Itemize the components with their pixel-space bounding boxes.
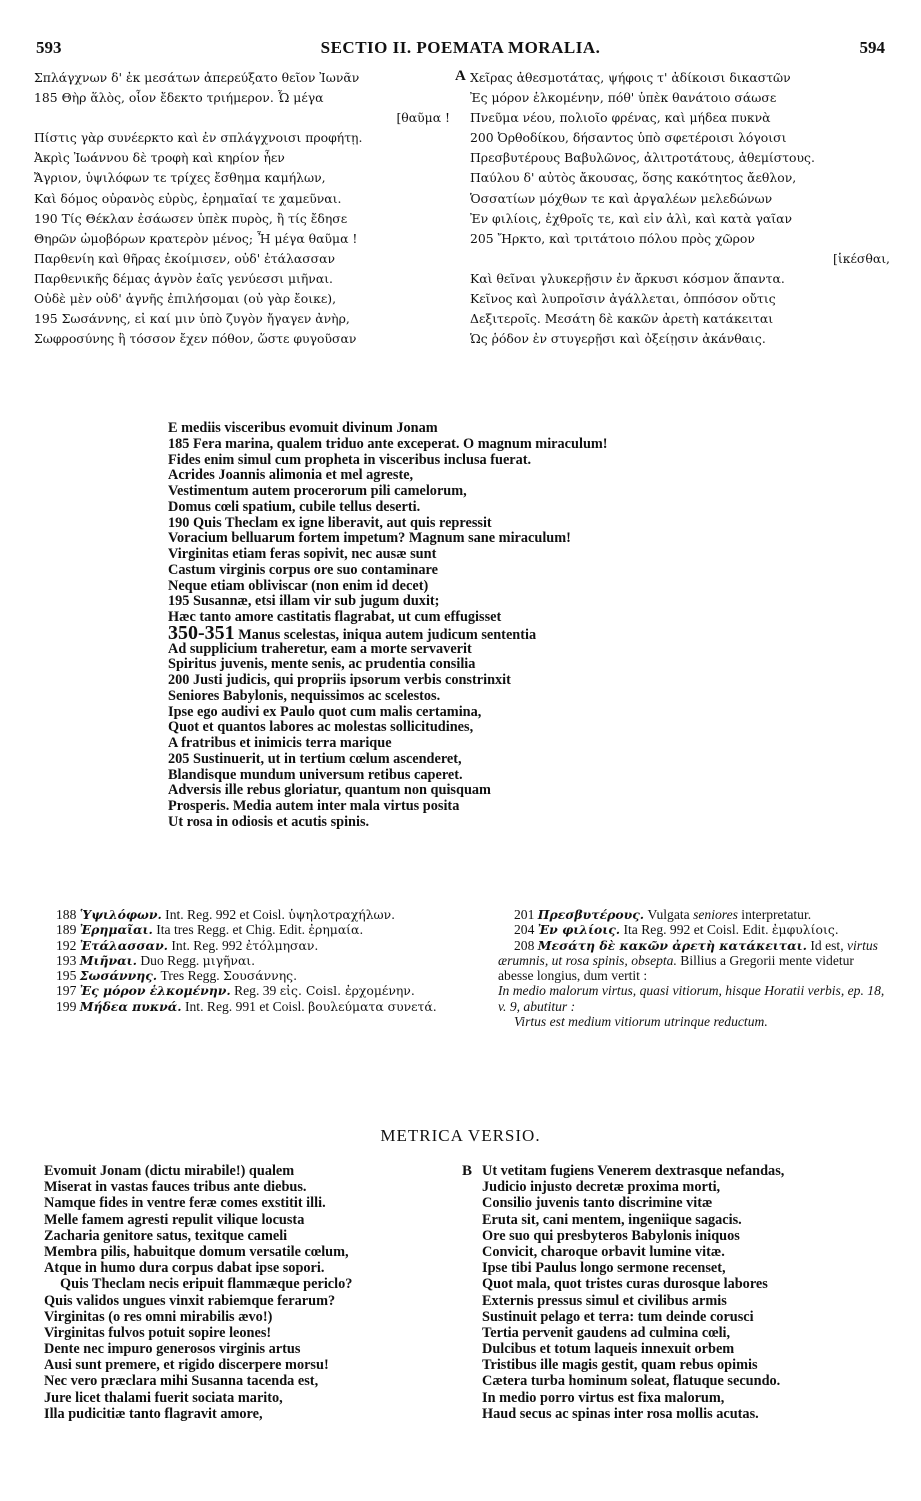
footnote bbox=[40, 999, 460, 1014]
latin-line: E mediis visceribus evomuit divinum Jonam bbox=[168, 420, 438, 436]
footnote-lemma: Ἐτάλασσαν. bbox=[79, 937, 168, 953]
verse-line: Ipse tibi Paulus longo sermone recenset, bbox=[482, 1260, 726, 1277]
latin-line: Castum virginis corpus ore suo contaminare bbox=[168, 561, 438, 578]
verse-line: Sustinuit pelago et terra: tum deinde corusci bbox=[482, 1308, 754, 1325]
verse-line: Melle famem agresti repulit vilique locusta bbox=[44, 1211, 305, 1228]
footnote-text: Duo Regg. bbox=[136, 952, 203, 968]
footnote-lemma: Σωσάννης. bbox=[79, 968, 158, 984]
footnote-number: 199 bbox=[56, 998, 77, 1014]
footnote bbox=[40, 907, 460, 922]
latin-line: Adversis ille rebus gloriatur, quantum non quisquam bbox=[168, 782, 491, 799]
greek-line: Ὁσσατίων μόχθων τε καὶ ἀργαλέων μελεδώνων bbox=[470, 190, 773, 206]
greek-line: 190 Τίς Θέκλαν ἐσάωσεν ὑπὲκ πυρὸς, ἢ τίς ἔδησε bbox=[34, 210, 348, 226]
page-header bbox=[30, 38, 891, 60]
greek-line: Παρθενικῆς δέμας ἁγνὸν ἑαῖς γενύεσσι μιῆναι. bbox=[34, 270, 333, 286]
verse-line: Externis pressus simul et civilibus armis bbox=[482, 1292, 727, 1309]
footnote-number: 201 bbox=[514, 907, 535, 922]
greek-text-left-column bbox=[34, 68, 450, 349]
greek-line: Ἀκρὶς Ἰωάννου δὲ τροφὴ καὶ κηρίον ἦεν bbox=[34, 150, 285, 166]
footnote-quote: In medio malorum virtus, quasi vitiorum, hisque Horatii verbis, ep. 18, v. 9, abutitur : bbox=[498, 983, 885, 1014]
latin-line: 185 Fera marina, qualem triduo ante exceperat. O magnum miraculum! bbox=[168, 435, 608, 452]
greek-line: Κεῖνος καὶ λυπροῖσιν ἀγάλλεται, ὁππόσον οὔτις bbox=[470, 291, 776, 307]
footnote-lemma: Μιῆναι. bbox=[79, 952, 137, 968]
latin-line: Ipse ego audivi ex Paulo quot cum malis certamina, bbox=[168, 703, 482, 720]
footnote-variant: ἐμφυλίοις. bbox=[771, 922, 839, 938]
verse-line: Consilio juvenis tanto discrimine vitæ bbox=[482, 1195, 713, 1212]
latin-line: Prosperis. Media autem inter mala virtus posita bbox=[168, 798, 460, 814]
verse-line: Quis validos ungues vinxit rabiemque ferarum? bbox=[44, 1292, 336, 1309]
footnote bbox=[40, 968, 460, 983]
verse-line: Nec vero præclara mihi Susanna tacenda est, bbox=[44, 1373, 319, 1390]
greek-line: Ὡς ῥόδον ἐν στυγερῇσι καὶ ὀξείῃσιν ἀκάνθαις. bbox=[470, 331, 766, 347]
verse-line: Quis Theclam necis eripuit flammæque periclo? bbox=[60, 1276, 353, 1293]
greek-line: Ἐς μόρον ἑλκομένην, πόθ' ὑπὲκ θανάτοιο σάωσε bbox=[470, 90, 777, 106]
verse-line: Evomuit Jonam (dictu mirabile!) qualem bbox=[44, 1163, 295, 1179]
footnote-text: interpretatur. bbox=[737, 907, 812, 922]
column-number: 350-351 bbox=[168, 621, 235, 644]
footnote-lemma: Μήδεα πυκνά. bbox=[79, 998, 182, 1014]
latin-line: Blandisque mundum universum retibus caperet. bbox=[168, 766, 463, 783]
verse-line: Convicit, charoque orbavit lumine vitæ. bbox=[482, 1243, 725, 1260]
verse-line: Namque fides in ventre feræ comes exstitit illi. bbox=[44, 1195, 326, 1212]
footnote-lemma: Ἐρημαῖαι. bbox=[79, 922, 153, 938]
greek-line: Δεξιτεροῖς. Μεσάτη δὲ κακῶν ἀρετὴ κατάκειται bbox=[470, 311, 774, 327]
footnote-text: Int. Reg. 992 et Coisl. bbox=[161, 907, 289, 922]
footnote-variant: βουλεύματα συνετά. bbox=[308, 998, 437, 1014]
greek-line: Χεῖρας ἀθεσμοτάτας, ψήφοις τ' ἀδίκοισι δικαστῶν bbox=[470, 70, 791, 85]
footnote bbox=[40, 922, 460, 937]
latin-line: Seniores Babylonis, nequissimos ac scelestos. bbox=[168, 687, 441, 704]
greek-line: Παύλου δ' αὐτὸς ἄκουσας, ὅσης κακότητος ἄεθλον, bbox=[470, 170, 797, 186]
latin-line: 205 Sustinuerit, ut in tertium cœlum ascenderet, bbox=[168, 750, 462, 767]
footnote-italic: seniores bbox=[693, 907, 738, 922]
latin-line: Domus cœli spatium, cubile tellus deserti. bbox=[168, 498, 421, 515]
verse-line: Membra pilis, habuitque domum versatile cœlum, bbox=[44, 1243, 349, 1260]
metric-verse-right bbox=[482, 1163, 892, 1422]
greek-line: Σωφροσύνης ἣ τόσσον ἔχεν πόθον, ὥστε φυγοῦσαν bbox=[34, 331, 357, 347]
greek-line: Πρεσβυτέρους Βαβυλῶνος, ἀλιτροτάτους, ἀθεμίστους. bbox=[470, 150, 815, 166]
latin-line: 190 Quis Theclam ex igne liberavit, aut quis repressit bbox=[168, 514, 492, 531]
greek-line: Καὶ δόμος οὐρανὸς εὐρὺς, ἐρημαῖαί τε χαμεῦναι. bbox=[34, 190, 342, 206]
footnotes-left bbox=[40, 907, 460, 1014]
greek-line: 200 Ὀρθοδίκου, δήσαντος ὑπὸ σφετέροισι λόγοισι bbox=[470, 130, 787, 146]
greek-line: Ἄγριον, ὑψιλόφων τε τρίχες ἔσθημα καμήλων, bbox=[34, 170, 326, 186]
footnote-text: Id est, bbox=[806, 937, 847, 953]
verse-line: Zacharia genitore satus, texitque cameli bbox=[44, 1227, 288, 1244]
greek-line: Πίστις γὰρ συνέερκτο καὶ ἐν σπλάγχνοισι προφήτῃ. bbox=[34, 130, 363, 146]
verse-line: Dente nec impuro generosos virginis artus bbox=[44, 1341, 301, 1358]
verse-line: Virginitas fulvos potuit sopire leones! bbox=[44, 1324, 272, 1341]
greek-text-right-column bbox=[470, 68, 890, 349]
metrica-versio-title: METRICA VERSIO. bbox=[380, 1126, 541, 1145]
footnote bbox=[40, 983, 460, 998]
latin-line: Acrides Joannis alimonia et mel agreste, bbox=[168, 467, 414, 484]
verse-line: Tristibus ille magis gestit, quam rebus opimis bbox=[482, 1357, 758, 1374]
latin-line-with-column-number bbox=[168, 621, 808, 644]
footnote-lemma: Πρεσβυτέρους. bbox=[537, 907, 645, 922]
latin-line: Virginitas etiam feras sopivit, nec ausæ sunt bbox=[168, 546, 437, 562]
footnote-text: Ita Reg. 992 et Coisl. Edit. bbox=[620, 922, 772, 938]
footnote-number: 197 bbox=[56, 983, 77, 999]
latin-line: Ut rosa in odiosis et acutis spinis. bbox=[168, 813, 370, 830]
footnote bbox=[498, 922, 890, 937]
verse-line: Tertia pervenit gaudens ad culmina cœli, bbox=[482, 1324, 731, 1341]
section-marker-b: B bbox=[462, 1163, 473, 1179]
latin-line: Vestimentum autem procerorum pili camelorum, bbox=[168, 483, 467, 499]
verse-line: Virginitas (o res omni mirabilis ævo!) bbox=[44, 1308, 273, 1325]
latin-line: Spiritus juvenis, mente senis, ac prudentia consilia bbox=[168, 656, 476, 673]
footnote-number: 195 bbox=[56, 968, 77, 984]
latin-line-text: Manus scelestas, iniqua autem judicum sententia bbox=[238, 626, 537, 643]
greek-line: 195 Σωσάννης, εἰ καί μιν ὑπὸ ζυγὸν ἤγαγεν ἀνὴρ, bbox=[34, 311, 350, 327]
footnotes-right bbox=[498, 907, 890, 1029]
verse-line: Quot mala, quot tristes curas durosque labores bbox=[482, 1276, 768, 1293]
verse-line: Cætera turba hominum soleat, flatuque secundo. bbox=[482, 1373, 781, 1390]
verse-line: Ut vetitam fugiens Venerem dextrasque nefandas, bbox=[482, 1163, 785, 1179]
latin-line: 200 Justi judicis, qui propriis ipsorum verbis constrinxit bbox=[168, 672, 511, 688]
verse-line: In medio porro virtus est fixa malorum, bbox=[482, 1389, 725, 1406]
footnote-lemma: Ἐς μόρον ἑλκομένην. bbox=[79, 983, 231, 999]
footnote-number: 188 bbox=[56, 907, 77, 922]
latin-line: Voracium belluarum fortem impetum? Magnum sane miraculum! bbox=[168, 530, 571, 547]
footnote-italic: virtus ærumnis, ut rosa spinis, obsepta. bbox=[498, 937, 878, 968]
footnote-text: Billius a Gregorii mente videtur abesse longius, dum vertit : bbox=[498, 952, 854, 984]
latin-line: Quot et quantos labores ac molestas sollicitudines, bbox=[168, 719, 474, 736]
greek-line: Οὐδὲ μὲν οὐδ' ἁγνῆς ἐπιλήσομαι (οὐ γὰρ ἔοικε), bbox=[34, 291, 337, 307]
footnote bbox=[40, 938, 460, 953]
greek-line: Θηρῶν ὠμοβόρων κρατερὸν μένος; Ἦ μέγα θαῦμα ! bbox=[34, 230, 358, 246]
footnote-variant: ἐτόλμησαν. bbox=[245, 937, 319, 953]
footnote-text: Tres Regg. bbox=[157, 968, 224, 984]
greek-line: Καὶ θεῖναι γλυκερῇσιν ἐν ἄρκυσι κόσμον ἅπαντα. bbox=[470, 270, 785, 286]
verse-line: Dulcibus et totum laqueis innexuit orbem bbox=[482, 1341, 735, 1358]
greek-line-continuation: [θαῦμα ! bbox=[396, 110, 450, 126]
footnote-number: 193 bbox=[56, 952, 77, 968]
latin-translation bbox=[168, 421, 808, 831]
footnote-variant: μιγῆναι. bbox=[202, 952, 256, 968]
footnote-variant: Σουσάννης. bbox=[223, 968, 298, 984]
footnote bbox=[498, 907, 890, 922]
greek-line-continuation: [ἱκέσθαι, bbox=[833, 250, 890, 266]
running-title: SECTIO II. POEMATA MORALIA. bbox=[320, 38, 601, 57]
footnote-text: Ita tres Regg. et Chig. Edit. bbox=[152, 922, 309, 938]
footnote-quote: Virtus est medium vitiorum utrinque reductum. bbox=[514, 1014, 768, 1030]
latin-line: Ad supplicium traheretur, eam a morte servaverit bbox=[168, 640, 472, 657]
footnote-number: 208 bbox=[514, 937, 535, 953]
footnote-text: Reg. 39 bbox=[230, 983, 280, 999]
verse-line: Miserat in vastas fauces tribus ante diebus. bbox=[44, 1179, 307, 1196]
verse-line: Haud secus ac spinas inter rosa mollis acutas. bbox=[482, 1405, 759, 1422]
footnote-variant: ἐρημαία. bbox=[308, 922, 364, 938]
footnote-variant: εἰς. Coisl. ἐρχομένην. bbox=[279, 983, 415, 999]
verse-line: Illa pudicitiæ tanto flagravit amore, bbox=[44, 1405, 263, 1422]
greek-line: Σπλάγχνων δ' ἐκ μεσάτων ἀπερεύξατο θεῖον Ἰωνᾶν bbox=[34, 70, 360, 85]
footnote-number: 189 bbox=[56, 922, 77, 938]
verse-line: Jure licet thalami fuerit sociata marito, bbox=[44, 1389, 283, 1406]
footnote-number: 192 bbox=[56, 937, 77, 953]
latin-line: 195 Susannæ, etsi illam vir sub jugum duxit; bbox=[168, 593, 440, 610]
greek-line: Πνεῦμα νέου, πολιοῖο φρένας, καὶ μήδεα πυκνὰ bbox=[470, 110, 771, 126]
metric-verse-left bbox=[44, 1163, 454, 1422]
latin-line: Fides enim simul cum propheta in visceribus inclusa fuerat. bbox=[168, 451, 532, 468]
footnote-text: Vulgata bbox=[644, 907, 694, 922]
greek-line: Ἐν φιλίοις, ἐχθροῖς τε, καὶ εἰν ἁλὶ, καὶ κατὰ γαῖαν bbox=[470, 210, 792, 226]
page-number-left: 593 bbox=[36, 38, 62, 57]
footnote-number: 204 bbox=[514, 922, 535, 938]
footnote-lemma: Μεσάτη δὲ κακῶν ἀρετὴ κατάκειται. bbox=[537, 937, 807, 953]
latin-line: A fratribus et inimicis terra marique bbox=[168, 735, 392, 751]
greek-line: 205 Ἤρκτο, καὶ τριτάτοιο πόλου πρὸς χῶρον bbox=[470, 230, 755, 246]
greek-line: 185 Θὴρ ἅλὸς, οἷον ἔδεκτο τριήμερον. Ὦ μέγα bbox=[34, 90, 324, 106]
latin-line: Neque etiam obliviscar (non enim id decet) bbox=[168, 577, 429, 594]
footnote-lemma: Ἐν φιλίοις. bbox=[537, 922, 621, 938]
latin-line: Hæc tanto amore castitatis flagrabat, ut cum effugisset bbox=[168, 609, 502, 625]
footnote bbox=[40, 953, 460, 968]
verse-line: Atque in humo dura corpus dabat ipse sopori. bbox=[44, 1260, 325, 1277]
footnote bbox=[498, 938, 890, 984]
footnote-text: Int. Reg. 992 bbox=[167, 937, 246, 953]
section-marker-a: A bbox=[455, 68, 466, 84]
footnote-variant: ὑψηλοτραχήλων. bbox=[288, 907, 396, 922]
verse-line: Judicio injusto decretæ proxima morti, bbox=[482, 1179, 721, 1196]
verse-line: Eruta sit, cani mentem, ingeniique sagacis. bbox=[482, 1211, 742, 1228]
greek-line: Παρθενίη καὶ θῆρας ἐκοίμισεν, οὐδ' ἐτάλασσαν bbox=[34, 250, 336, 266]
verse-line: Ausi sunt premere, et rigido discerpere morsu! bbox=[44, 1357, 329, 1374]
footnote-text: Int. Reg. 991 et Coisl. bbox=[181, 998, 309, 1014]
footnote-lemma: Ὑψιλόφων. bbox=[79, 907, 162, 922]
verse-line: Ore suo qui presbyteros Babylonis iniquos bbox=[482, 1227, 740, 1244]
page-number-right: 594 bbox=[859, 38, 885, 57]
